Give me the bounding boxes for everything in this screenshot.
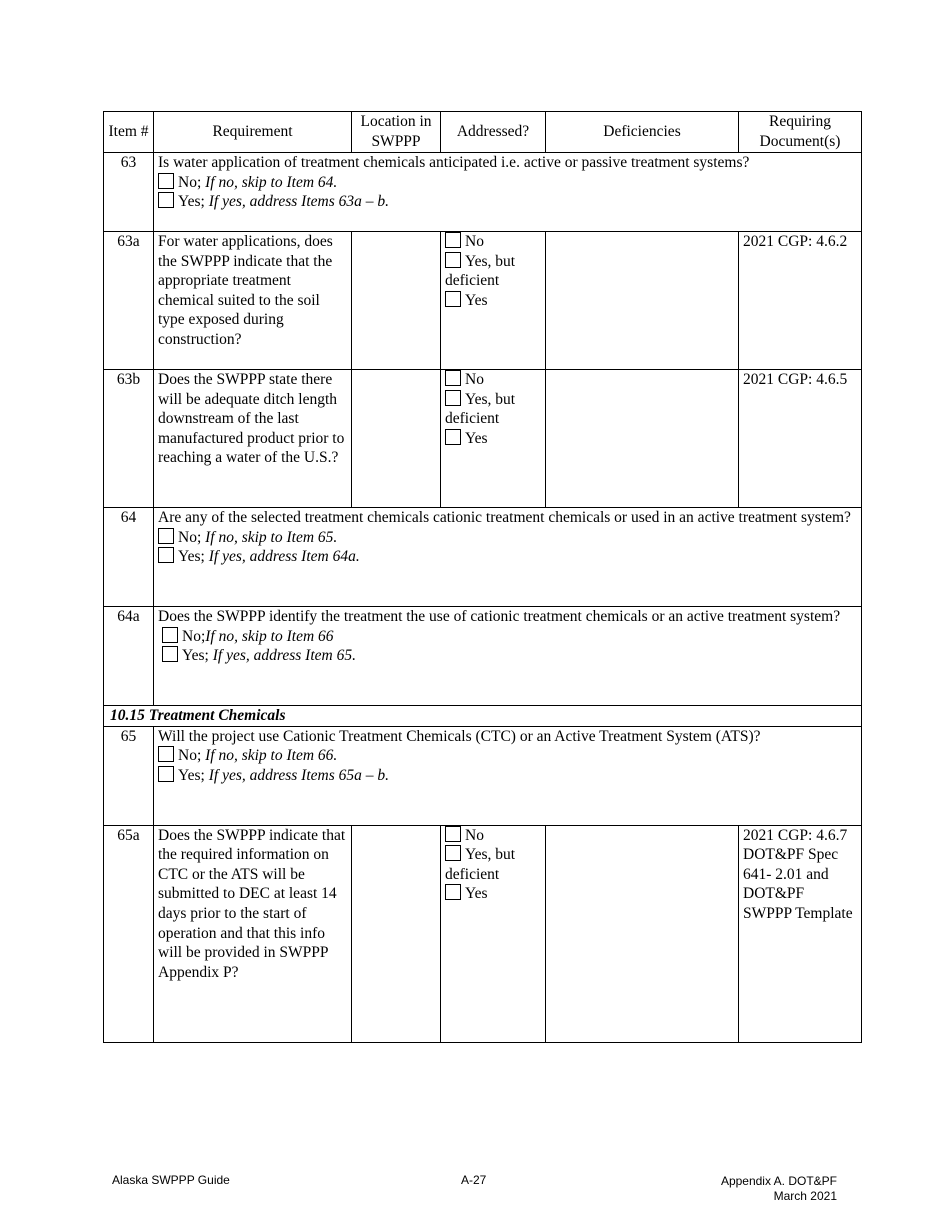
footer-page-number: A-27: [461, 1173, 487, 1187]
question-text: Does the SWPPP identify the treatment the use of cationic treatment chemicals or an active treatment system?: [158, 608, 841, 625]
header-deficiencies: Deficiencies: [546, 112, 739, 153]
option-no-label: No;: [178, 173, 206, 191]
addressed-cell: [441, 825, 546, 1042]
table-row: [104, 726, 862, 825]
question-text: Will the project use Cationic Treatment Chemicals (CTC) or an Active Treatment System (ATS)?: [158, 727, 761, 745]
item-number: 65: [104, 726, 154, 825]
header-location: Location in SWPPP: [352, 112, 441, 153]
checkbox-yes[interactable]: [158, 192, 174, 208]
footer-left: Alaska SWPPP Guide: [112, 1173, 230, 1187]
question-cell: [154, 726, 862, 825]
checkbox-yes[interactable]: [445, 429, 461, 445]
table-row: [104, 370, 862, 508]
requiring-document: 2021 CGP: 4.6.7 DOT&PF Spec 641- 2.01 and DOT&PF SWPPP Template: [739, 825, 862, 1042]
question-cell: [154, 153, 862, 232]
option-yes-but-label: Yes, but: [465, 252, 516, 270]
option-yes-label: Yes: [465, 291, 488, 309]
option-no-note: If no, skip to Item 66: [205, 627, 334, 645]
footer-right: [721, 1174, 837, 1204]
table-row: [104, 825, 862, 1042]
addressed-cell: [441, 232, 546, 370]
footer-appendix: Appendix A. DOT&PF: [720, 1174, 837, 1188]
section-row: [104, 706, 862, 727]
option-yes-label: Yes;: [178, 548, 209, 566]
item-number: 63b: [104, 370, 154, 508]
option-no-note: If no, skip to Item 64.: [205, 173, 338, 191]
checkbox-no[interactable]: [445, 232, 461, 248]
option-yes-label: Yes;: [178, 193, 209, 211]
requirement-text: Does the SWPPP state there will be adequate ditch length downstream of the last manufactured product prior to reaching a water of the U.S.?: [154, 370, 352, 508]
header-requirement: Requirement: [154, 112, 352, 153]
header-row: [104, 112, 862, 153]
requirement-text: For water applications, does the SWPPP indicate that the appropriate treatment chemical suited to the soil type exposed during construction?: [154, 232, 352, 370]
option-deficient-label: deficient: [445, 272, 500, 290]
header-item: Item #: [104, 112, 154, 153]
question-text: Are any of the selected treatment chemicals cationic treatment chemicals or used in an active treatment system?: [158, 509, 851, 526]
checkbox-yes-but-deficient[interactable]: [445, 252, 461, 268]
table-row: [104, 607, 862, 706]
location-cell[interactable]: [352, 370, 441, 508]
option-no-label: No: [465, 233, 484, 250]
checkbox-no[interactable]: [445, 370, 461, 386]
option-deficient-label: deficient: [445, 410, 500, 428]
checkbox-no[interactable]: [445, 826, 461, 842]
table-row: [104, 508, 862, 607]
location-cell[interactable]: [352, 232, 441, 370]
deficiencies-cell[interactable]: [546, 825, 739, 1042]
checkbox-yes-but-deficient[interactable]: [445, 390, 461, 406]
option-no-note: If no, skip to Item 66.: [205, 747, 338, 765]
option-yes-note: If yes, address Item 65.: [212, 647, 356, 665]
header-addressed: Addressed?: [441, 112, 546, 153]
checkbox-no[interactable]: [158, 173, 174, 189]
option-yes-label: Yes;: [182, 647, 213, 665]
option-yes-label: Yes: [465, 429, 488, 447]
table-row: [104, 232, 862, 370]
requiring-document: 2021 CGP: 4.6.5: [739, 370, 862, 508]
table-row: [104, 153, 862, 232]
checkbox-yes[interactable]: [162, 646, 178, 662]
deficiencies-cell[interactable]: [546, 232, 739, 370]
checkbox-no[interactable]: [162, 627, 178, 643]
header-requiring: Requiring Document(s): [739, 112, 862, 153]
item-number: 65a: [104, 825, 154, 1042]
requiring-document: 2021 CGP: 4.6.2: [739, 232, 862, 370]
item-number: 64a: [104, 607, 154, 706]
checklist-table: [103, 111, 862, 1043]
option-yes-label: Yes;: [178, 766, 209, 784]
checkbox-yes[interactable]: [158, 547, 174, 563]
option-yes-note: If yes, address Items 63a – b.: [208, 193, 389, 211]
option-no-label: No;: [182, 627, 206, 645]
item-number: 64: [104, 508, 154, 607]
option-yes-but-label: Yes, but: [465, 846, 516, 864]
option-yes-note: If yes, address Item 64a.: [208, 548, 360, 566]
addressed-cell: [441, 370, 546, 508]
question-cell: [154, 607, 862, 706]
option-no-label: No: [465, 371, 484, 388]
option-no-label: No;: [178, 528, 206, 546]
checkbox-yes[interactable]: [158, 766, 174, 782]
footer-date: March 2021: [773, 1189, 837, 1203]
requirement-text: Does the SWPPP indicate that the required information on CTC or the ATS will be submitted to DEC at least 14 days prior to the start of operation and that this info will be provided in SWPPP Appendix P?: [154, 825, 352, 1042]
option-no-note: If no, skip to Item 65.: [205, 528, 338, 546]
deficiencies-cell[interactable]: [546, 370, 739, 508]
option-no-label: No: [465, 826, 484, 844]
checkbox-yes[interactable]: [445, 291, 461, 307]
option-deficient-label: deficient: [445, 865, 500, 883]
checkbox-yes[interactable]: [445, 884, 461, 900]
checkbox-no[interactable]: [158, 746, 174, 762]
question-cell: [154, 508, 862, 607]
location-cell[interactable]: [352, 825, 441, 1042]
option-yes-note: If yes, address Items 65a – b.: [208, 766, 389, 784]
option-yes-label: Yes: [465, 885, 488, 903]
option-yes-but-label: Yes, but: [465, 390, 516, 408]
item-number: 63a: [104, 232, 154, 370]
checkbox-no[interactable]: [158, 528, 174, 544]
option-no-label: No;: [178, 747, 206, 765]
section-title: 10.15 Treatment Chemicals: [104, 706, 862, 727]
checkbox-yes-but-deficient[interactable]: [445, 845, 461, 861]
item-number: 63: [104, 153, 154, 232]
question-text: Is water application of treatment chemicals anticipated i.e. active or passive treatment systems?: [158, 154, 750, 171]
